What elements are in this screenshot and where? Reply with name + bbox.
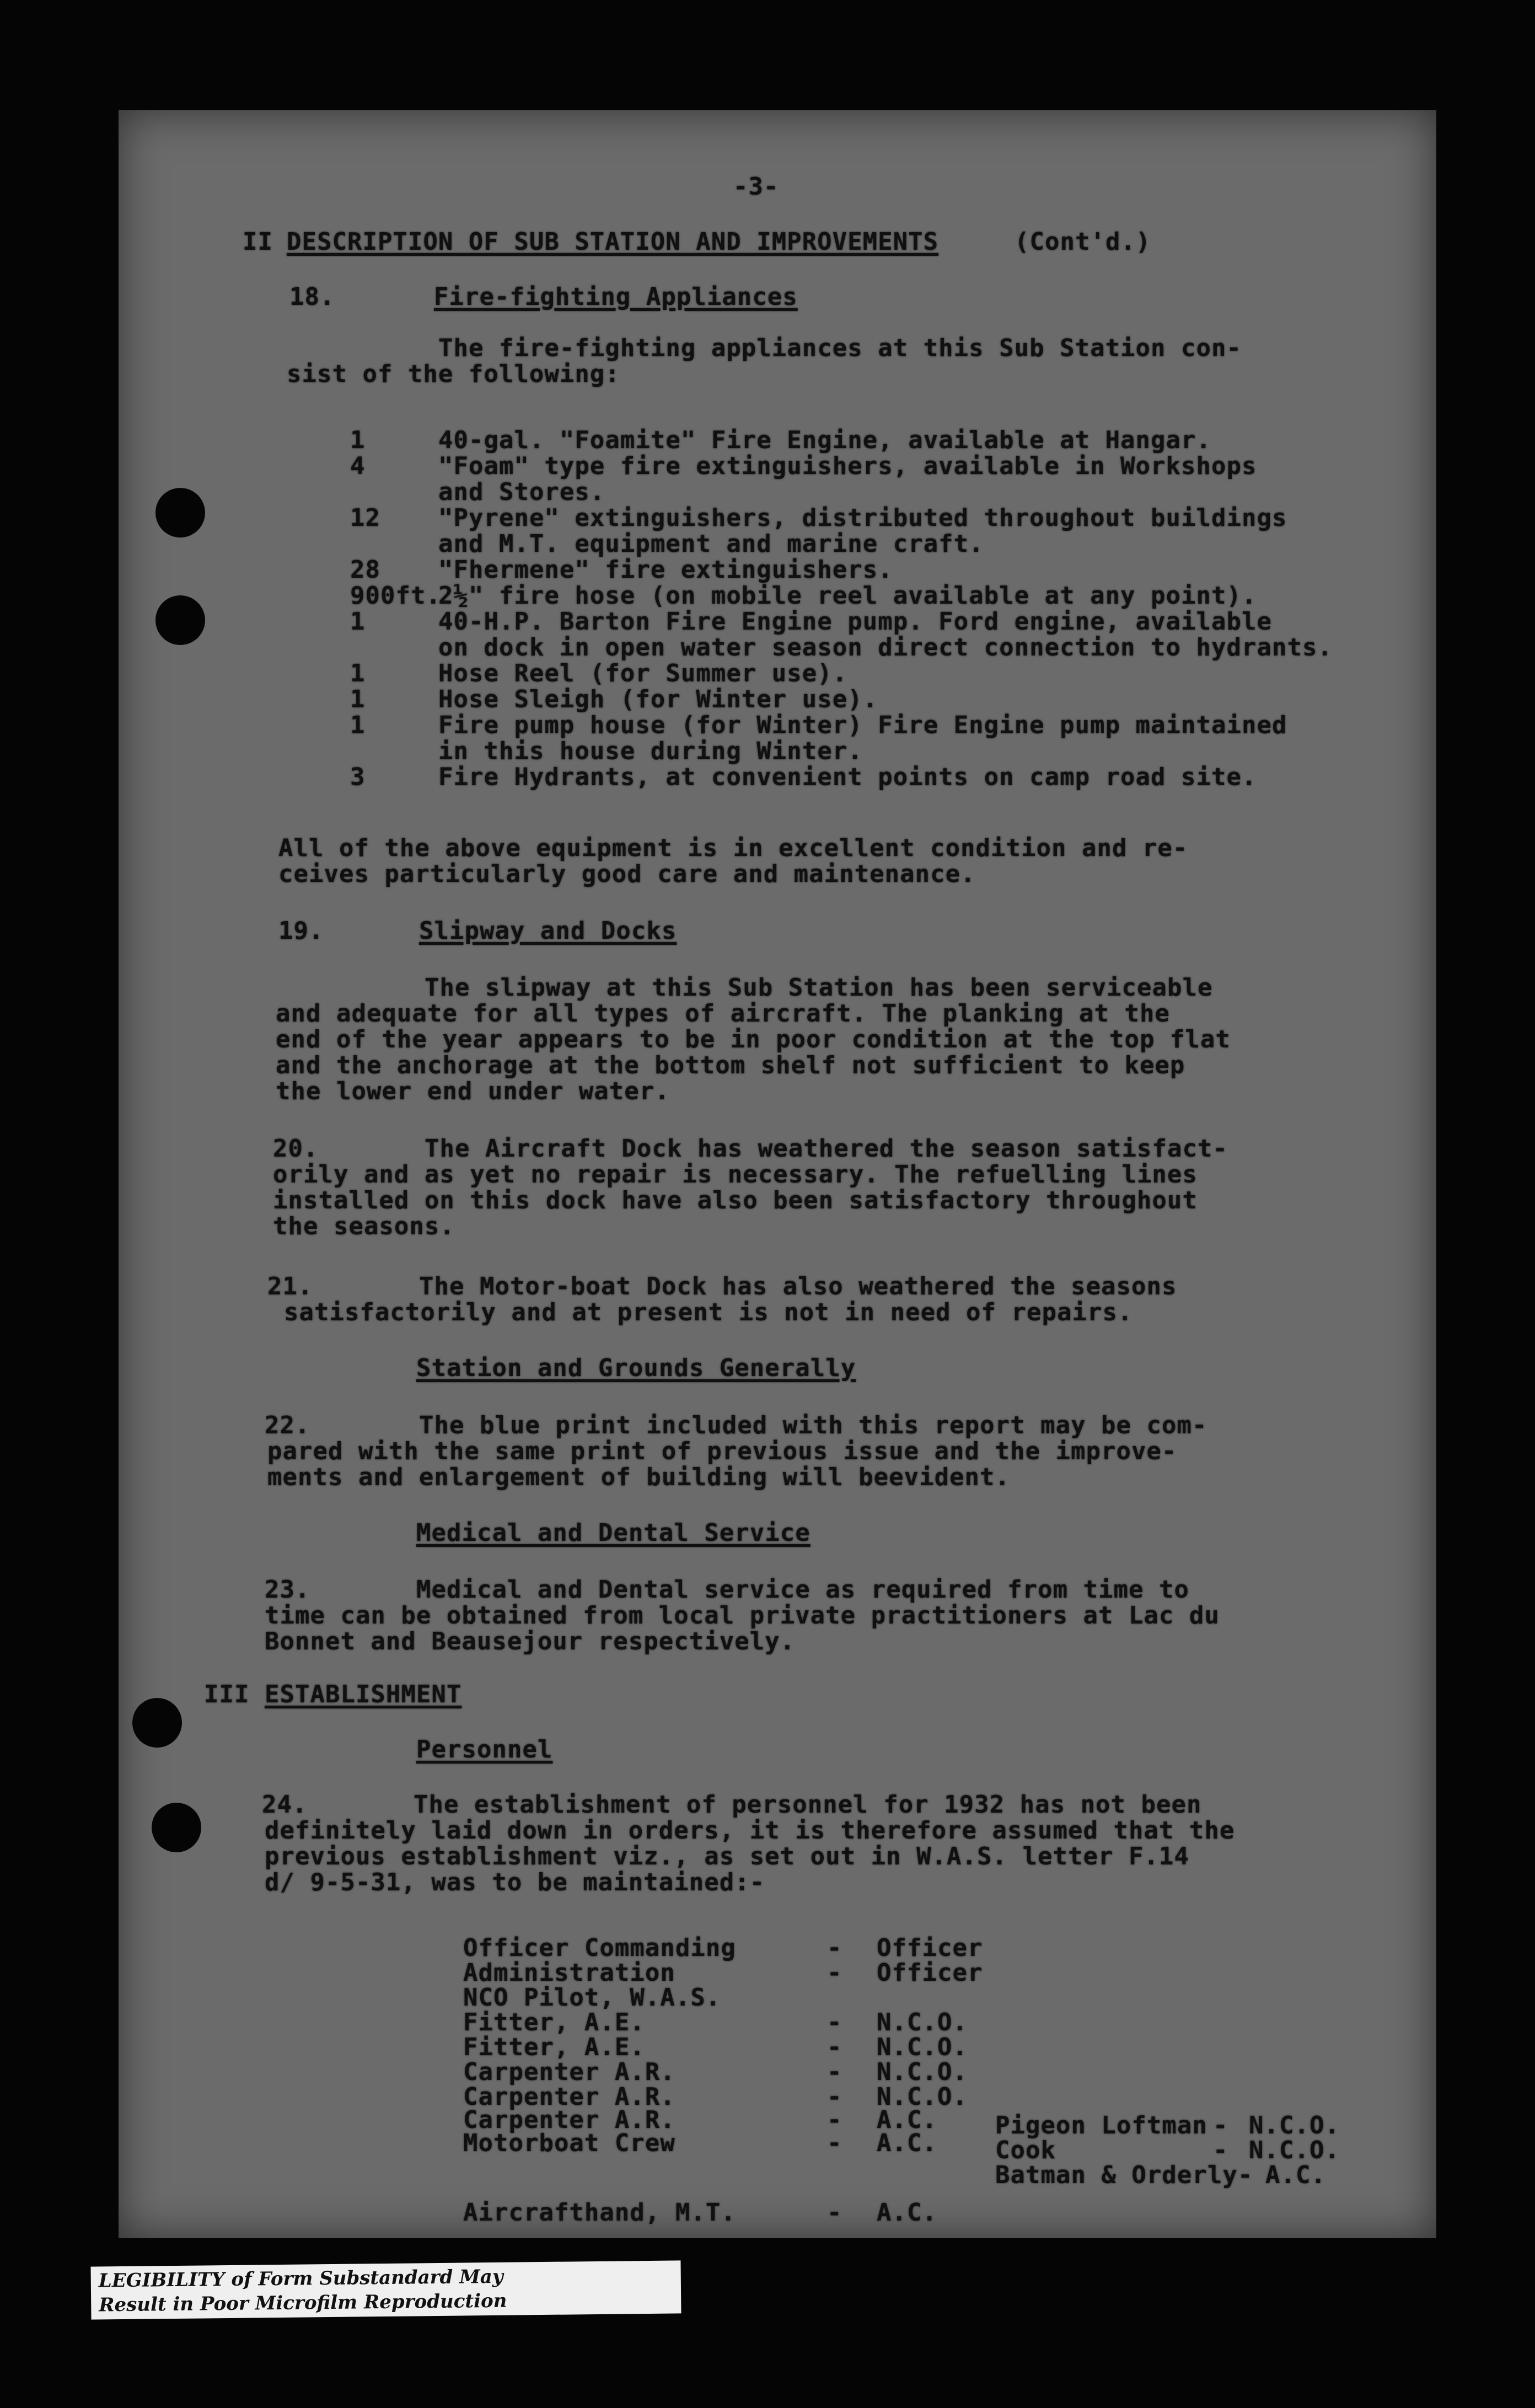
subsection-heading: Personnel	[416, 1735, 553, 1764]
establishment-role: Aircrafthand, M.T.	[463, 2199, 736, 2227]
item-line: 40-gal. "Foamite" Fire Engine, available at Hangar.	[438, 426, 1212, 454]
item-line: in this house during Winter.	[438, 737, 863, 765]
paragraph-number: 22.	[265, 1411, 310, 1439]
paragraph-number: 19.	[278, 917, 324, 945]
establishment-rank: A.C.	[877, 2199, 937, 2227]
establishment-dash: -	[1238, 2161, 1253, 2189]
paragraph-number: 23.	[265, 1576, 310, 1604]
paragraph-line: installed on this dock have also been satisfactory throughout	[273, 1186, 1198, 1214]
paragraph-line: satisfactorily and at present is not in need of repairs.	[284, 1298, 1133, 1326]
paragraph-line: The Motor-boat Dock has also weathered the seasons	[419, 1272, 1177, 1300]
item-line: 2½" fire hose (on mobile reel available at any point).	[438, 582, 1257, 610]
item-qty: 28	[350, 556, 380, 584]
establishment-dash: -	[1213, 2136, 1228, 2164]
paragraph-number: 24.	[262, 1791, 308, 1819]
item-qty: 12	[350, 504, 380, 532]
paragraph-line: The establishment of personnel for 1932 has not been	[414, 1791, 1202, 1819]
establishment-dash: -	[827, 2083, 842, 2111]
item-line: Fire pump house (for Winter) Fire Engine pump maintained	[438, 711, 1287, 739]
establishment-rank: A.C.	[877, 2106, 937, 2134]
subsection-heading: Station and Grounds Generally	[416, 1354, 856, 1382]
item-line: Hose Sleigh (for Winter use).	[438, 685, 878, 713]
establishment-rank: N.C.O.	[877, 2058, 968, 2086]
item-qty: 1	[350, 608, 366, 636]
item-qty: 1	[350, 659, 366, 687]
establishment-role: Officer Commanding	[463, 1934, 736, 1962]
subsection-heading: Fire-fighting Appliances	[434, 283, 798, 311]
establishment-rank: N.C.O.	[1249, 2136, 1340, 2164]
establishment-role: Administration	[463, 1959, 675, 1987]
paragraph-line: ments and enlargement of building will beevident.	[267, 1463, 1011, 1491]
item-line: 40-H.P. Barton Fire Engine pump. Ford engine, available	[438, 608, 1272, 636]
establishment-rank: A.C.	[1265, 2161, 1326, 2189]
punch-hole	[152, 1803, 201, 1852]
note-line: LEGIBILITY of Form Substandard May	[98, 2265, 503, 2292]
establishment-dash: -	[827, 2199, 842, 2227]
paragraph-line: The fire-fighting appliances at this Sub Station con-	[438, 334, 1242, 362]
item-line: "Fhermene" fire extinguishers.	[438, 556, 893, 584]
item-qty: 3	[350, 763, 366, 791]
establishment-rank: A.C.	[877, 2129, 937, 2157]
section-contd: (Cont'd.)	[1015, 228, 1151, 256]
item-qty: 900ft.	[350, 582, 441, 610]
paragraph-line: the seasons.	[273, 1212, 455, 1240]
establishment-dash: -	[827, 1959, 842, 1987]
punch-hole	[155, 488, 205, 538]
item-line: "Pyrene" extinguishers, distributed throughout buildings	[438, 504, 1287, 532]
establishment-role: Batman & Orderly	[995, 2161, 1238, 2189]
paragraph-number: 18.	[289, 283, 335, 311]
paragraph-number: 21.	[267, 1272, 313, 1300]
paragraph-line: end of the year appears to be in poor condition at the top flat	[276, 1025, 1231, 1054]
section-numeral: II	[243, 228, 273, 256]
item-qty: 1	[350, 426, 366, 454]
paragraph-line: Bonnet and Beausejour respectively.	[265, 1627, 796, 1656]
archival-legibility-note	[91, 2260, 681, 2319]
paragraph-line: d/ 9-5-31, was to be maintained:-	[265, 1868, 765, 1896]
establishment-role: Carpenter A.R.	[463, 2106, 675, 2134]
establishment-dash: -	[1213, 2111, 1228, 2140]
paragraph-line: Medical and Dental service as required from time to	[416, 1576, 1190, 1604]
establishment-role: Pigeon Loftman	[995, 2111, 1207, 2140]
establishment-role: Fitter, A.E.	[463, 2008, 645, 2036]
establishment-role: Carpenter A.R.	[463, 2083, 675, 2111]
establishment-dash: -	[827, 2033, 842, 2061]
paragraph-line: time can be obtained from local private practitioners at Lac du	[265, 1601, 1220, 1630]
subsection-heading: Slipway and Docks	[419, 917, 677, 945]
paragraph-line: All of the above equipment is in excellent condition and re-	[278, 834, 1188, 862]
establishment-dash: -	[827, 2058, 842, 2086]
establishment-rank: N.C.O.	[877, 2033, 968, 2061]
establishment-dash: -	[827, 1934, 842, 1962]
paragraph-line: pared with the same print of previous issue and the improve-	[267, 1437, 1177, 1465]
paragraph-line: and adequate for all types of aircraft. The planking at the	[276, 999, 1170, 1028]
establishment-rank: Officer	[877, 1934, 983, 1962]
section-heading: ESTABLISHMENT	[265, 1680, 462, 1708]
establishment-role: NCO Pilot, W.A.S.	[463, 1984, 721, 2012]
establishment-dash: -	[827, 2129, 842, 2157]
section-heading: DESCRIPTION OF SUB STATION AND IMPROVEMENTS	[287, 228, 939, 256]
paragraph-line: and the anchorage at the bottom shelf not sufficient to keep	[276, 1051, 1185, 1079]
paragraph-line: sist of the following:	[287, 360, 620, 388]
paragraph-line: The blue print included with this report may be com-	[419, 1411, 1207, 1439]
subsection-heading: Medical and Dental Service	[416, 1519, 811, 1547]
paragraph-line: definitely laid down in orders, it is therefore assumed that the	[265, 1816, 1235, 1845]
paragraph-line: The slipway at this Sub Station has been serviceable	[425, 974, 1213, 1002]
item-qty: 1	[350, 711, 366, 739]
establishment-role: Fitter, A.E.	[463, 2033, 645, 2061]
establishment-rank: N.C.O.	[877, 2008, 968, 2036]
item-qty: 4	[350, 452, 366, 480]
paragraph-number: 20.	[273, 1135, 319, 1163]
establishment-role: Carpenter A.R.	[463, 2058, 675, 2086]
document-page	[119, 110, 1436, 2238]
note-line: Result in Poor Microfilm Reproduction	[99, 2289, 507, 2316]
paragraph-line: The Aircraft Dock has weathered the season satisfact-	[425, 1135, 1228, 1163]
item-qty: 1	[350, 685, 366, 713]
establishment-rank: Officer	[877, 1959, 983, 1987]
establishment-role: Cook	[995, 2136, 1056, 2164]
item-line: Fire Hydrants, at convenient points on camp road site.	[438, 763, 1257, 791]
section-numeral: III	[204, 1680, 250, 1708]
establishment-rank: N.C.O.	[877, 2083, 968, 2111]
paragraph-line: ceives particularly good care and maintenance.	[278, 860, 976, 888]
paragraph-line: previous establishment viz., as set out in W.A.S. letter F.14	[265, 1842, 1189, 1871]
item-line: on dock in open water season direct connection to hydrants.	[438, 633, 1333, 662]
establishment-dash: -	[827, 2106, 842, 2134]
establishment-rank: N.C.O.	[1249, 2111, 1340, 2140]
establishment-dash: -	[827, 2008, 842, 2036]
punch-hole	[132, 1698, 182, 1748]
page-number: -3-	[733, 173, 779, 201]
establishment-role: Motorboat Crew	[463, 2129, 675, 2157]
punch-hole	[155, 595, 205, 645]
item-line: Hose Reel (for Summer use).	[438, 659, 848, 687]
paragraph-line: orily and as yet no repair is necessary. The refuelling lines	[273, 1160, 1198, 1189]
item-line: and M.T. equipment and marine craft.	[438, 530, 984, 558]
paragraph-line: the lower end under water.	[276, 1077, 670, 1105]
item-line: "Foam" type fire extinguishers, available in Workshops	[438, 452, 1257, 480]
item-line: and Stores.	[438, 478, 605, 506]
